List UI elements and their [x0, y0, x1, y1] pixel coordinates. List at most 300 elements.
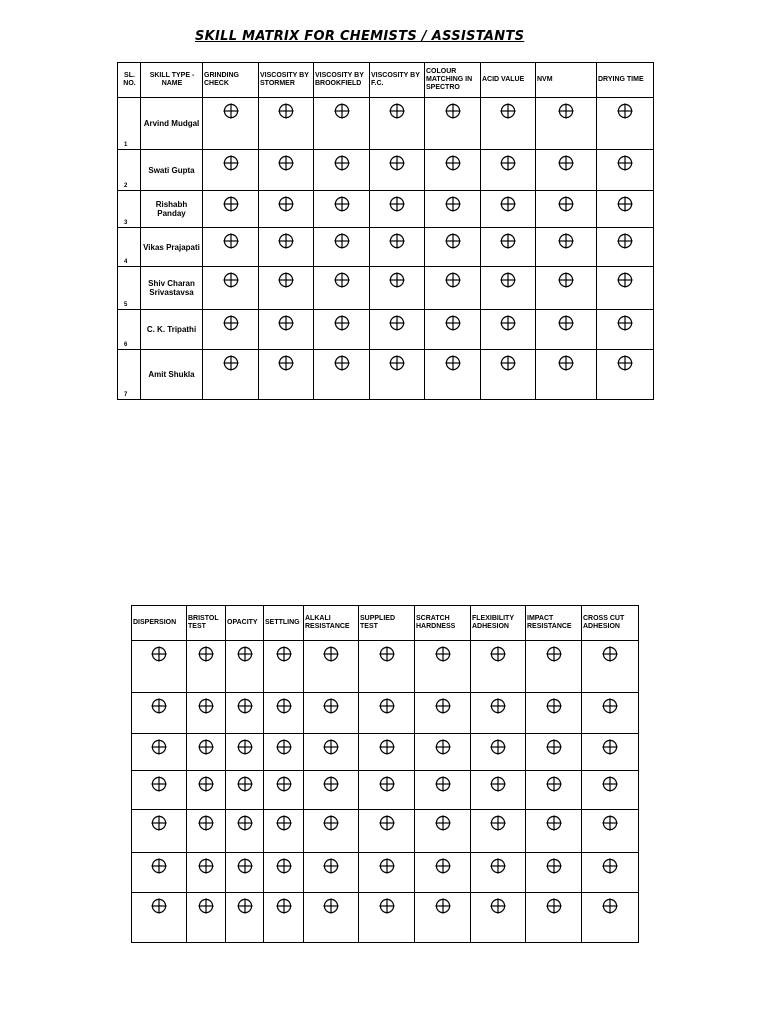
column-header-grinding-check: GRINDING CHECK: [203, 63, 259, 98]
skill-rating-cell: [536, 150, 597, 191]
skill-rating-cell: [203, 98, 259, 150]
skill-rating-cell: [536, 309, 597, 349]
circle-with-cross-icon: [334, 233, 350, 249]
circle-with-cross-icon: [602, 858, 618, 874]
circle-with-cross-icon: [389, 355, 405, 371]
skill-rating-cell: [264, 693, 304, 734]
circle-with-cross-icon: [323, 698, 339, 714]
skill-rating-cell: [536, 98, 597, 150]
skill-rating-cell: [132, 641, 187, 693]
skill-rating-cell: [582, 771, 639, 809]
table-row: [118, 150, 654, 191]
skill-rating-cell: [370, 228, 425, 266]
skill-rating-cell: [259, 150, 314, 191]
skill-rating-cell: [132, 809, 187, 852]
column-header-flexibility-adhesion: FLEXIBILITY ADHESION: [471, 606, 526, 641]
circle-with-cross-icon: [237, 698, 253, 714]
skill-rating-cell: [597, 309, 654, 349]
serial-number: 3: [124, 220, 128, 227]
serial-number-cell: [118, 150, 141, 191]
circle-with-cross-icon: [276, 815, 292, 831]
column-header-nvm: NVM: [536, 63, 597, 98]
skill-rating-cell: [536, 349, 597, 399]
skill-rating-cell: [359, 641, 415, 693]
circle-with-cross-icon: [435, 698, 451, 714]
circle-with-cross-icon: [558, 272, 574, 288]
table-row: [118, 349, 654, 399]
circle-with-cross-icon: [151, 698, 167, 714]
skill-rating-cell: [425, 98, 481, 150]
circle-with-cross-icon: [278, 315, 294, 331]
skill-rating-cell: [597, 191, 654, 228]
skill-rating-cell: [597, 228, 654, 266]
chemist-name: Swati Gupta: [141, 150, 203, 191]
skill-rating-cell: [415, 641, 471, 693]
circle-with-cross-icon: [602, 815, 618, 831]
circle-with-cross-icon: [445, 272, 461, 288]
circle-with-cross-icon: [223, 315, 239, 331]
circle-with-cross-icon: [379, 776, 395, 792]
skill-rating-cell: [370, 309, 425, 349]
column-header-acid-value: ACID VALUE: [481, 63, 536, 98]
circle-with-cross-icon: [223, 233, 239, 249]
circle-with-cross-icon: [323, 898, 339, 914]
page-title: SKILL MATRIX FOR CHEMISTS / ASSISTANTS: [195, 29, 525, 44]
circle-with-cross-icon: [490, 776, 506, 792]
circle-with-cross-icon: [237, 858, 253, 874]
circle-with-cross-icon: [379, 646, 395, 662]
circle-with-cross-icon: [617, 103, 633, 119]
skill-rating-cell: [471, 852, 526, 892]
table-row: [118, 309, 654, 349]
column-header-viscosity-by-fc: VISCOSITY BY F.C.: [370, 63, 425, 98]
serial-number-cell: [118, 349, 141, 399]
circle-with-cross-icon: [237, 815, 253, 831]
skill-rating-cell: [359, 852, 415, 892]
table-row: [132, 892, 639, 942]
circle-with-cross-icon: [435, 898, 451, 914]
circle-with-cross-icon: [435, 776, 451, 792]
circle-with-cross-icon: [435, 815, 451, 831]
serial-number-cell: [118, 228, 141, 266]
skill-rating-cell: [304, 734, 359, 771]
skill-rating-cell: [314, 309, 370, 349]
skill-rating-cell: [314, 150, 370, 191]
column-header-viscosity-by-stormer: VISCOSITY BY STORMER: [259, 63, 314, 98]
circle-with-cross-icon: [276, 698, 292, 714]
skill-matrix-table-1: [117, 62, 654, 400]
circle-with-cross-icon: [198, 698, 214, 714]
circle-with-cross-icon: [223, 103, 239, 119]
circle-with-cross-icon: [602, 646, 618, 662]
skill-rating-cell: [359, 734, 415, 771]
skill-rating-cell: [259, 228, 314, 266]
circle-with-cross-icon: [151, 815, 167, 831]
skill-rating-cell: [471, 693, 526, 734]
column-header-dispersion: DISPERSION: [132, 606, 187, 641]
chemist-name: Amit Shukla: [141, 349, 203, 399]
circle-with-cross-icon: [490, 898, 506, 914]
skill-rating-cell: [259, 349, 314, 399]
skill-rating-cell: [264, 809, 304, 852]
circle-with-cross-icon: [558, 155, 574, 171]
skill-rating-cell: [226, 693, 264, 734]
skill-rating-cell: [187, 734, 226, 771]
skill-rating-cell: [425, 228, 481, 266]
table-1-header-row: [118, 63, 654, 98]
circle-with-cross-icon: [389, 272, 405, 288]
skill-rating-cell: [582, 892, 639, 942]
skill-rating-cell: [132, 892, 187, 942]
circle-with-cross-icon: [389, 155, 405, 171]
circle-with-cross-icon: [198, 646, 214, 662]
column-header-supplied-test: SUPPLIED TEST: [359, 606, 415, 641]
circle-with-cross-icon: [237, 898, 253, 914]
skill-rating-cell: [597, 349, 654, 399]
skill-rating-cell: [314, 98, 370, 150]
circle-with-cross-icon: [151, 858, 167, 874]
table-row: [118, 191, 654, 228]
circle-with-cross-icon: [445, 103, 461, 119]
circle-with-cross-icon: [490, 815, 506, 831]
skill-rating-cell: [132, 734, 187, 771]
skill-rating-cell: [481, 228, 536, 266]
circle-with-cross-icon: [435, 646, 451, 662]
serial-number: 1: [124, 142, 128, 149]
skill-rating-cell: [359, 771, 415, 809]
skill-rating-cell: [425, 191, 481, 228]
circle-with-cross-icon: [334, 196, 350, 212]
skill-rating-cell: [370, 349, 425, 399]
skill-rating-cell: [264, 641, 304, 693]
chemist-name: Shiv Charan Srivastavsa: [141, 266, 203, 309]
skill-rating-cell: [481, 266, 536, 309]
skill-rating-cell: [582, 641, 639, 693]
circle-with-cross-icon: [602, 776, 618, 792]
skill-rating-cell: [304, 809, 359, 852]
circle-with-cross-icon: [445, 233, 461, 249]
skill-rating-cell: [481, 309, 536, 349]
skill-rating-cell: [132, 771, 187, 809]
circle-with-cross-icon: [379, 815, 395, 831]
skill-rating-cell: [370, 98, 425, 150]
skill-rating-cell: [597, 98, 654, 150]
circle-with-cross-icon: [617, 315, 633, 331]
skill-rating-cell: [415, 771, 471, 809]
circle-with-cross-icon: [237, 776, 253, 792]
skill-rating-cell: [304, 852, 359, 892]
circle-with-cross-icon: [198, 815, 214, 831]
skill-rating-cell: [370, 191, 425, 228]
table-row: [118, 228, 654, 266]
circle-with-cross-icon: [435, 858, 451, 874]
circle-with-cross-icon: [389, 233, 405, 249]
circle-with-cross-icon: [223, 355, 239, 371]
column-header-opacity: OPACITY: [226, 606, 264, 641]
circle-with-cross-icon: [151, 646, 167, 662]
serial-number-cell: [118, 98, 141, 150]
circle-with-cross-icon: [602, 698, 618, 714]
circle-with-cross-icon: [379, 739, 395, 755]
skill-rating-cell: [187, 641, 226, 693]
skill-rating-cell: [425, 266, 481, 309]
skill-rating-cell: [526, 641, 582, 693]
circle-with-cross-icon: [435, 739, 451, 755]
circle-with-cross-icon: [334, 315, 350, 331]
skill-rating-cell: [314, 228, 370, 266]
circle-with-cross-icon: [602, 739, 618, 755]
skill-rating-cell: [415, 734, 471, 771]
serial-number-cell: [118, 191, 141, 228]
skill-rating-cell: [370, 266, 425, 309]
circle-with-cross-icon: [500, 272, 516, 288]
circle-with-cross-icon: [617, 233, 633, 249]
skill-rating-cell: [526, 892, 582, 942]
circle-with-cross-icon: [198, 898, 214, 914]
circle-with-cross-icon: [445, 315, 461, 331]
skill-rating-cell: [226, 892, 264, 942]
skill-rating-cell: [526, 809, 582, 852]
skill-rating-cell: [264, 892, 304, 942]
skill-rating-cell: [226, 641, 264, 693]
skill-rating-cell: [536, 266, 597, 309]
skill-rating-cell: [187, 771, 226, 809]
circle-with-cross-icon: [500, 233, 516, 249]
skill-rating-cell: [259, 309, 314, 349]
skill-rating-cell: [187, 852, 226, 892]
skill-rating-cell: [526, 771, 582, 809]
skill-rating-cell: [415, 852, 471, 892]
circle-with-cross-icon: [151, 739, 167, 755]
circle-with-cross-icon: [276, 776, 292, 792]
circle-with-cross-icon: [617, 355, 633, 371]
circle-with-cross-icon: [278, 272, 294, 288]
skill-rating-cell: [259, 98, 314, 150]
circle-with-cross-icon: [379, 858, 395, 874]
circle-with-cross-icon: [198, 739, 214, 755]
circle-with-cross-icon: [334, 103, 350, 119]
serial-number: 7: [124, 392, 128, 398]
skill-rating-cell: [415, 892, 471, 942]
skill-rating-cell: [425, 309, 481, 349]
skill-rating-cell: [314, 266, 370, 309]
circle-with-cross-icon: [278, 103, 294, 119]
skill-rating-cell: [304, 693, 359, 734]
skill-rating-cell: [536, 228, 597, 266]
circle-with-cross-icon: [558, 355, 574, 371]
skill-rating-cell: [481, 191, 536, 228]
table-2-header-row: [132, 606, 639, 641]
circle-with-cross-icon: [223, 155, 239, 171]
circle-with-cross-icon: [276, 646, 292, 662]
circle-with-cross-icon: [500, 155, 516, 171]
chemist-name: Rishabh Panday: [141, 191, 203, 228]
circle-with-cross-icon: [490, 698, 506, 714]
table-row: [132, 852, 639, 892]
circle-with-cross-icon: [223, 196, 239, 212]
skill-rating-cell: [264, 852, 304, 892]
circle-with-cross-icon: [500, 103, 516, 119]
circle-with-cross-icon: [500, 315, 516, 331]
circle-with-cross-icon: [223, 272, 239, 288]
circle-with-cross-icon: [490, 858, 506, 874]
skill-rating-cell: [203, 349, 259, 399]
circle-with-cross-icon: [276, 898, 292, 914]
circle-with-cross-icon: [276, 858, 292, 874]
table-row: [132, 771, 639, 809]
column-header-sl-no: SL. NO.: [118, 63, 141, 98]
circle-with-cross-icon: [546, 646, 562, 662]
skill-rating-cell: [425, 349, 481, 399]
circle-with-cross-icon: [334, 355, 350, 371]
serial-number: 4: [124, 258, 128, 265]
circle-with-cross-icon: [445, 196, 461, 212]
circle-with-cross-icon: [278, 233, 294, 249]
table-row: [132, 734, 639, 771]
serial-number-cell: [118, 309, 141, 349]
column-header-cross-cut-adhesion: CROSS CUT ADHESION: [582, 606, 639, 641]
circle-with-cross-icon: [546, 698, 562, 714]
table-row: [132, 641, 639, 693]
circle-with-cross-icon: [490, 739, 506, 755]
circle-with-cross-icon: [558, 315, 574, 331]
circle-with-cross-icon: [198, 858, 214, 874]
column-header-bristol-test: BRISTOL TEST: [187, 606, 226, 641]
circle-with-cross-icon: [389, 103, 405, 119]
skill-rating-cell: [304, 892, 359, 942]
skill-rating-cell: [582, 809, 639, 852]
skill-rating-cell: [187, 809, 226, 852]
serial-number: 5: [124, 301, 128, 308]
circle-with-cross-icon: [334, 155, 350, 171]
skill-rating-cell: [304, 641, 359, 693]
circle-with-cross-icon: [237, 739, 253, 755]
circle-with-cross-icon: [558, 103, 574, 119]
skill-rating-cell: [203, 191, 259, 228]
skill-rating-cell: [582, 852, 639, 892]
circle-with-cross-icon: [389, 196, 405, 212]
chemist-name: C. K. Tripathi: [141, 309, 203, 349]
circle-with-cross-icon: [237, 646, 253, 662]
column-header-settling: SETTLING: [264, 606, 304, 641]
skill-rating-cell: [314, 191, 370, 228]
column-header-scratch-hardness: SCRATCH HARDNESS: [415, 606, 471, 641]
circle-with-cross-icon: [546, 858, 562, 874]
circle-with-cross-icon: [323, 739, 339, 755]
skill-rating-cell: [471, 734, 526, 771]
circle-with-cross-icon: [546, 739, 562, 755]
chemist-name: Arvind Mudgal: [141, 98, 203, 150]
skill-rating-cell: [582, 693, 639, 734]
circle-with-cross-icon: [278, 355, 294, 371]
skill-rating-cell: [526, 852, 582, 892]
circle-with-cross-icon: [445, 355, 461, 371]
circle-with-cross-icon: [500, 355, 516, 371]
skill-rating-cell: [481, 98, 536, 150]
column-header-alkali-resistance: ALKALI RESISTANCE: [304, 606, 359, 641]
skill-rating-cell: [132, 852, 187, 892]
circle-with-cross-icon: [602, 898, 618, 914]
skill-rating-cell: [471, 892, 526, 942]
skill-rating-cell: [187, 892, 226, 942]
circle-with-cross-icon: [558, 196, 574, 212]
skill-rating-cell: [203, 228, 259, 266]
serial-number-cell: [118, 266, 141, 309]
circle-with-cross-icon: [500, 196, 516, 212]
skill-rating-cell: [526, 734, 582, 771]
skill-rating-cell: [259, 191, 314, 228]
skill-rating-cell: [226, 809, 264, 852]
circle-with-cross-icon: [617, 272, 633, 288]
skill-rating-cell: [359, 693, 415, 734]
circle-with-cross-icon: [546, 776, 562, 792]
circle-with-cross-icon: [198, 776, 214, 792]
skill-rating-cell: [259, 266, 314, 309]
table-row: [118, 266, 654, 309]
circle-with-cross-icon: [323, 776, 339, 792]
table-row: [132, 809, 639, 852]
circle-with-cross-icon: [445, 155, 461, 171]
skill-rating-cell: [359, 809, 415, 852]
skill-rating-cell: [526, 693, 582, 734]
skill-rating-cell: [203, 309, 259, 349]
skill-rating-cell: [264, 734, 304, 771]
circle-with-cross-icon: [323, 646, 339, 662]
skill-rating-cell: [471, 641, 526, 693]
skill-rating-cell: [226, 771, 264, 809]
circle-with-cross-icon: [323, 815, 339, 831]
skill-rating-cell: [370, 150, 425, 191]
circle-with-cross-icon: [276, 739, 292, 755]
column-header-skill-type-name: SKILL TYPE - NAME: [141, 63, 203, 98]
skill-rating-cell: [471, 771, 526, 809]
skill-rating-cell: [425, 150, 481, 191]
circle-with-cross-icon: [546, 815, 562, 831]
skill-rating-cell: [264, 771, 304, 809]
chemist-name: Vikas Prajapati: [141, 228, 203, 266]
column-header-impact-resistance: IMPACT RESISTANCE: [526, 606, 582, 641]
skill-rating-cell: [314, 349, 370, 399]
circle-with-cross-icon: [379, 698, 395, 714]
column-header-viscosity-by-brookfield: VISCOSITY BY BROOKFIELD: [314, 63, 370, 98]
circle-with-cross-icon: [278, 155, 294, 171]
skill-rating-cell: [415, 809, 471, 852]
skill-rating-cell: [203, 150, 259, 191]
circle-with-cross-icon: [151, 898, 167, 914]
skill-rating-cell: [481, 150, 536, 191]
skill-rating-cell: [481, 349, 536, 399]
column-header-drying-time: DRYING TIME: [597, 63, 654, 98]
column-header-colour-matching: COLOUR MATCHING IN SPECTRO: [425, 63, 481, 98]
skill-rating-cell: [415, 693, 471, 734]
serial-number: 6: [124, 341, 128, 348]
skill-rating-cell: [597, 266, 654, 309]
circle-with-cross-icon: [323, 858, 339, 874]
circle-with-cross-icon: [617, 155, 633, 171]
circle-with-cross-icon: [558, 233, 574, 249]
skill-rating-cell: [582, 734, 639, 771]
circle-with-cross-icon: [617, 196, 633, 212]
skill-rating-cell: [132, 693, 187, 734]
circle-with-cross-icon: [151, 776, 167, 792]
table-row: [132, 693, 639, 734]
skill-rating-cell: [536, 191, 597, 228]
skill-rating-cell: [226, 734, 264, 771]
skill-rating-cell: [304, 771, 359, 809]
skill-rating-cell: [471, 809, 526, 852]
skill-matrix-table-2: [131, 605, 639, 943]
circle-with-cross-icon: [546, 898, 562, 914]
